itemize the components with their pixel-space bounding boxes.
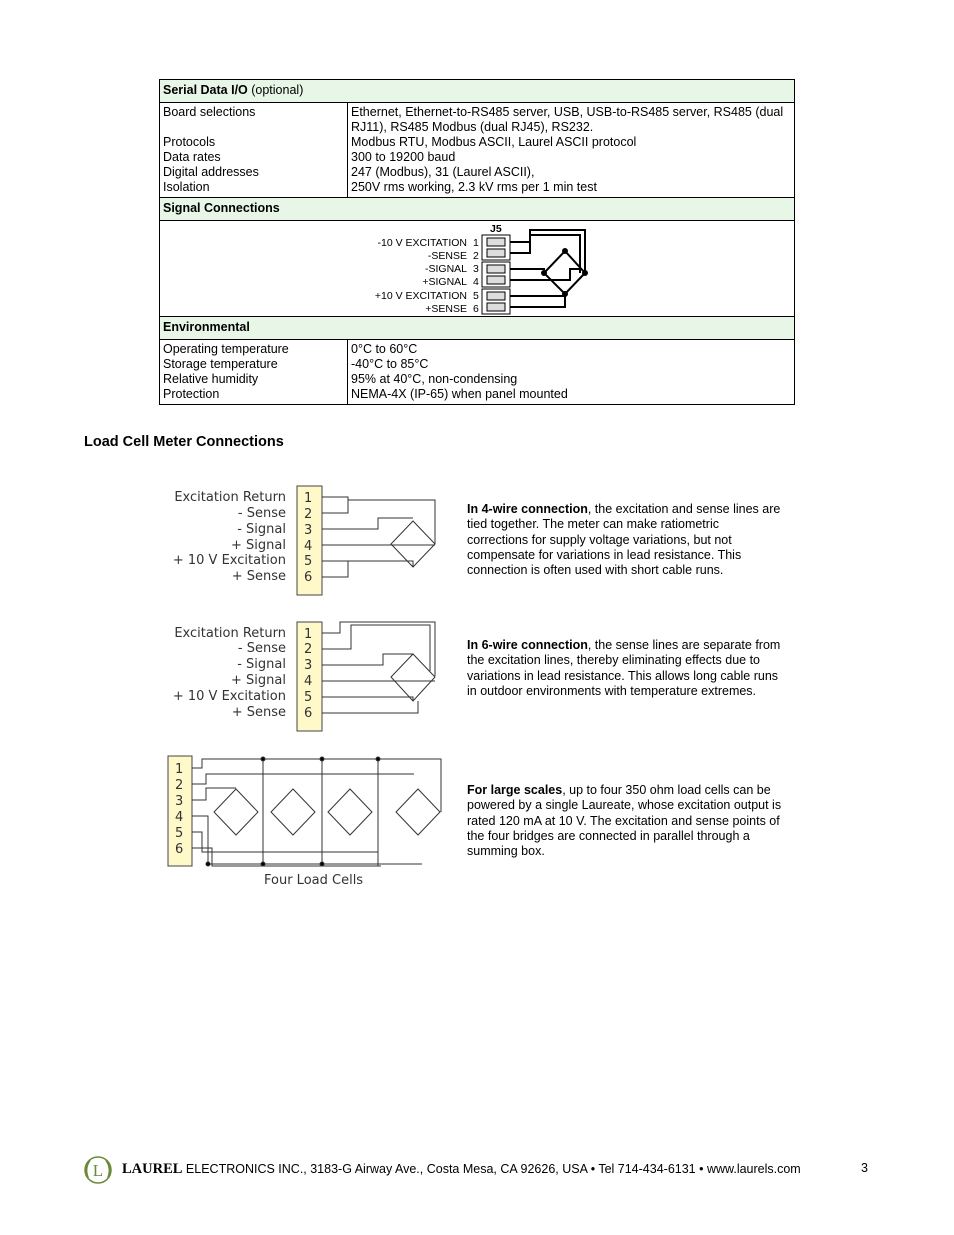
laurel-logo xyxy=(82,1154,116,1188)
pin-numbers xyxy=(304,627,312,721)
pin-number: 3 xyxy=(304,658,313,673)
four-wire-diagram xyxy=(168,484,440,600)
pin-number: 3 xyxy=(175,794,184,809)
pin-number: 1 xyxy=(304,491,313,506)
pin-number: 4 xyxy=(175,810,184,825)
terminal-label: - Signal xyxy=(237,522,286,537)
j5-pin-labels xyxy=(375,237,479,315)
pin-number: 5 xyxy=(473,290,479,302)
pin-number: 6 xyxy=(473,303,479,315)
pin-number: 4 xyxy=(473,276,479,288)
spec-value: 250V rms working, 2.3 kV rms per 1 min test xyxy=(351,180,597,194)
pin-number: 2 xyxy=(473,250,479,262)
spec-value: Modbus RTU, Modbus ASCII, Laurel ASCII protocol xyxy=(351,135,637,149)
spec-value: Ethernet, Ethernet-to-RS485 server, USB, USB-to-RS485 server, RS485 (dual RJ11), RS485 Modbus (dual RJ45), RS232. xyxy=(351,105,784,134)
spec-value: 247 (Modbus), 31 (Laurel ASCII), xyxy=(351,165,535,179)
pin-number: 3 xyxy=(304,523,313,538)
pin-numbers xyxy=(175,762,183,857)
page-footer xyxy=(82,1154,882,1188)
pin-number: 4 xyxy=(304,539,313,554)
footer-contact: ELECTRONICS INC., 3183-G Airway Ave., Costa Mesa, CA 92626, USA • Tel 714-434-6131 • www.laurels.com xyxy=(182,1162,801,1176)
spec-key: Relative humidity xyxy=(163,372,259,386)
terminal-labels xyxy=(173,490,286,584)
pin-number: 6 xyxy=(304,706,313,721)
environmental-keys xyxy=(160,340,348,405)
spec-key: Protection xyxy=(163,387,220,401)
spec-value: -40°C to 85°C xyxy=(351,357,429,371)
spec-key: Board selections xyxy=(163,105,256,119)
j5-wires xyxy=(510,230,587,307)
j5-connector-label: J5 xyxy=(490,223,502,235)
pin-label: +10 V EXCITATION xyxy=(374,290,467,302)
pin-number: 5 xyxy=(304,554,313,569)
pin-number: 2 xyxy=(304,642,313,657)
spec-key: Data rates xyxy=(163,150,221,164)
terminal-labels xyxy=(173,626,286,720)
four-wire-wiring xyxy=(322,497,435,577)
description-lead: In 4-wire connection xyxy=(467,502,588,516)
serial-io-values xyxy=(348,103,795,198)
terminal-label: + Sense xyxy=(231,569,286,584)
footer-brand: LAUREL xyxy=(122,1161,183,1177)
large-scales-description xyxy=(467,783,782,859)
description-lead: In 6-wire connection xyxy=(467,638,588,652)
environmental-values xyxy=(348,340,795,405)
description-lead: For large scales xyxy=(467,783,563,797)
six-wire-diagram xyxy=(168,619,440,735)
pin-label: +SIGNAL xyxy=(422,276,467,288)
footer-address xyxy=(122,1161,801,1178)
description-text: , the excitation and sense lines are tied together. The meter can make ratiometric corrections for supply voltage variations, but not compensate for variations in lead resistance. This connection is often used with short cable runs. xyxy=(467,502,781,578)
spec-key: Operating temperature xyxy=(163,342,289,356)
four-wire-description xyxy=(467,502,782,578)
pin-number: 4 xyxy=(304,674,313,689)
terminal-label: - Sense xyxy=(237,641,286,656)
terminal-label: + Signal xyxy=(231,538,286,553)
environmental-title: Environmental xyxy=(163,320,250,334)
four-load-cells-diagram xyxy=(166,752,446,890)
description-text: , the sense lines are separate from the excitation lines, thereby eliminating effects due to variations in lead resistance. This allows long cable runs in outdoor environments with temperature extremes. xyxy=(467,638,781,698)
spec-key: Digital addresses xyxy=(163,165,259,179)
spec-value: 300 to 19200 baud xyxy=(351,150,456,164)
pin-label: -SENSE xyxy=(427,250,467,262)
serial-io-keys xyxy=(160,103,348,198)
pin-number: 6 xyxy=(175,842,184,857)
load-cells-wiring xyxy=(192,757,441,866)
serial-io-header xyxy=(160,80,795,103)
signal-connections-diagram-cell xyxy=(160,221,795,317)
spec-key: Storage temperature xyxy=(163,357,278,371)
environmental-header xyxy=(160,317,795,340)
pin-number: 6 xyxy=(304,570,313,585)
spec-value: NEMA-4X (IP-65) when panel mounted xyxy=(351,387,568,401)
description-text: , up to four 350 ohm load cells can be powered by a single Laureate, whose excitation output is rated 120 mA at 10 V. The excitation and sense points of the four bridges are connected in parallel through a summing box. xyxy=(467,783,782,859)
terminal-label: - Sense xyxy=(237,506,286,521)
pin-number: 1 xyxy=(175,762,184,777)
serial-io-title: Serial Data I/O xyxy=(163,83,248,97)
terminal-label: Excitation Return xyxy=(174,490,286,505)
serial-io-note: (optional) xyxy=(247,83,304,97)
pin-number: 3 xyxy=(473,263,479,275)
spec-value: 0°C to 60°C xyxy=(351,342,418,356)
page-number: 3 xyxy=(861,1161,868,1175)
pin-label: -10 V EXCITATION xyxy=(377,237,467,249)
pin-number: 5 xyxy=(304,690,313,705)
four-load-cells-caption: Four Load Cells xyxy=(264,873,364,888)
j5-wiring-diagram xyxy=(160,221,794,316)
pin-number: 2 xyxy=(175,778,184,793)
pin-label: +SENSE xyxy=(425,303,467,315)
terminal-label: + 10 V Excitation xyxy=(172,689,286,704)
six-wire-description xyxy=(467,638,782,699)
pin-number: 5 xyxy=(175,826,184,841)
terminal-label: Excitation Return xyxy=(174,626,286,641)
signal-connections-title: Signal Connections xyxy=(163,201,280,215)
six-wire-wiring xyxy=(322,622,435,713)
specifications-table xyxy=(159,79,795,405)
signal-connections-header xyxy=(160,198,795,221)
j5-terminal-blocks xyxy=(482,235,510,314)
pin-number: 2 xyxy=(304,507,313,522)
pin-number: 1 xyxy=(304,627,313,642)
terminal-label: + Sense xyxy=(231,705,286,720)
pin-number: 1 xyxy=(473,237,479,249)
terminal-label: + 10 V Excitation xyxy=(172,553,286,568)
pin-label: -SIGNAL xyxy=(424,263,467,275)
terminal-label: - Signal xyxy=(237,657,286,672)
spec-value: 95% at 40°C, non-condensing xyxy=(351,372,518,386)
load-cell-section-title: Load Cell Meter Connections xyxy=(84,434,284,450)
terminal-label: + Signal xyxy=(231,673,286,688)
logo-letter: L xyxy=(92,1161,104,1180)
spec-key: Protocols xyxy=(163,135,216,149)
spec-key: Isolation xyxy=(163,180,210,194)
